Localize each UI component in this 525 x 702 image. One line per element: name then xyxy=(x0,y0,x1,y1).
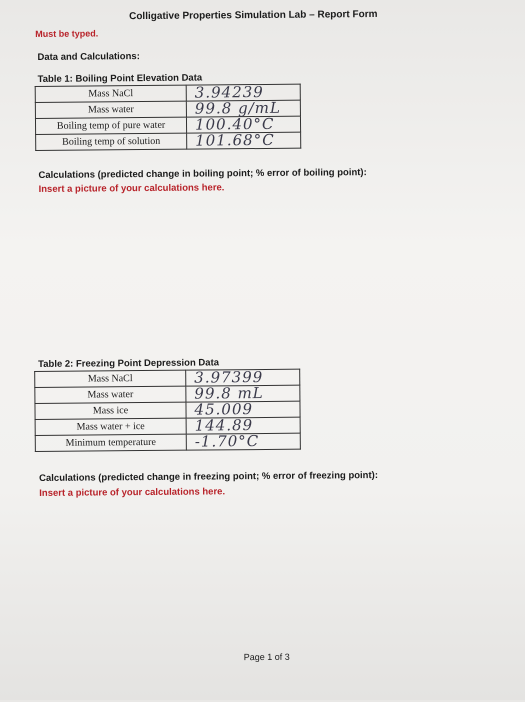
row-label: Boiling temp of pure water xyxy=(35,117,186,134)
freezing-point-table xyxy=(34,369,301,452)
calc2-label: Calculations (predicted change in freezing point; % error of freezing point): xyxy=(39,469,379,484)
handwritten-value: 99.8 mL xyxy=(186,385,300,402)
handwritten-value: 101.68°C xyxy=(187,132,301,149)
handwritten-value: 3.97399 xyxy=(186,369,300,386)
table-row xyxy=(36,132,301,150)
table2-caption: Table 2: Freezing Point Depression Data xyxy=(38,357,220,370)
row-label: Mass NaCl xyxy=(35,85,186,102)
row-label: Mass ice xyxy=(35,402,186,419)
row-label: Mass NaCl xyxy=(35,370,186,387)
row-label: Mass water xyxy=(35,386,186,403)
row-label: Boiling temp of solution xyxy=(36,133,187,150)
boiling-point-table xyxy=(35,84,302,151)
handwritten-value: -1.70°C xyxy=(186,433,300,450)
handwritten-value: 100.40°C xyxy=(186,116,300,133)
table-row xyxy=(35,433,300,451)
handwritten-value: 99.8 g/mL xyxy=(186,100,300,117)
calc2-instruction: Insert a picture of your calculations here. xyxy=(39,486,226,499)
handwritten-value: 3.94239 xyxy=(186,84,300,101)
handwritten-value: 45.009 xyxy=(186,401,300,418)
row-label: Minimum temperature xyxy=(35,434,186,451)
report-title: Colligative Properties Simulation Lab – Report Form xyxy=(129,8,378,23)
must-be-typed-note: Must be typed. xyxy=(35,28,99,39)
handwritten-value: 144.89 xyxy=(186,417,300,434)
row-label: Mass water xyxy=(35,101,186,118)
calc1-label: Calculations (predicted change in boiling point; % error of boiling point): xyxy=(38,167,367,181)
table1-caption: Table 1: Boiling Point Elevation Data xyxy=(37,72,203,85)
row-label: Mass water + ice xyxy=(35,418,186,435)
page-number: Page 1 of 3 xyxy=(243,651,290,663)
table-row xyxy=(35,385,300,403)
section-heading: Data and Calculations: xyxy=(37,51,140,63)
calc1-instruction: Insert a picture of your calculations here. xyxy=(38,182,225,195)
